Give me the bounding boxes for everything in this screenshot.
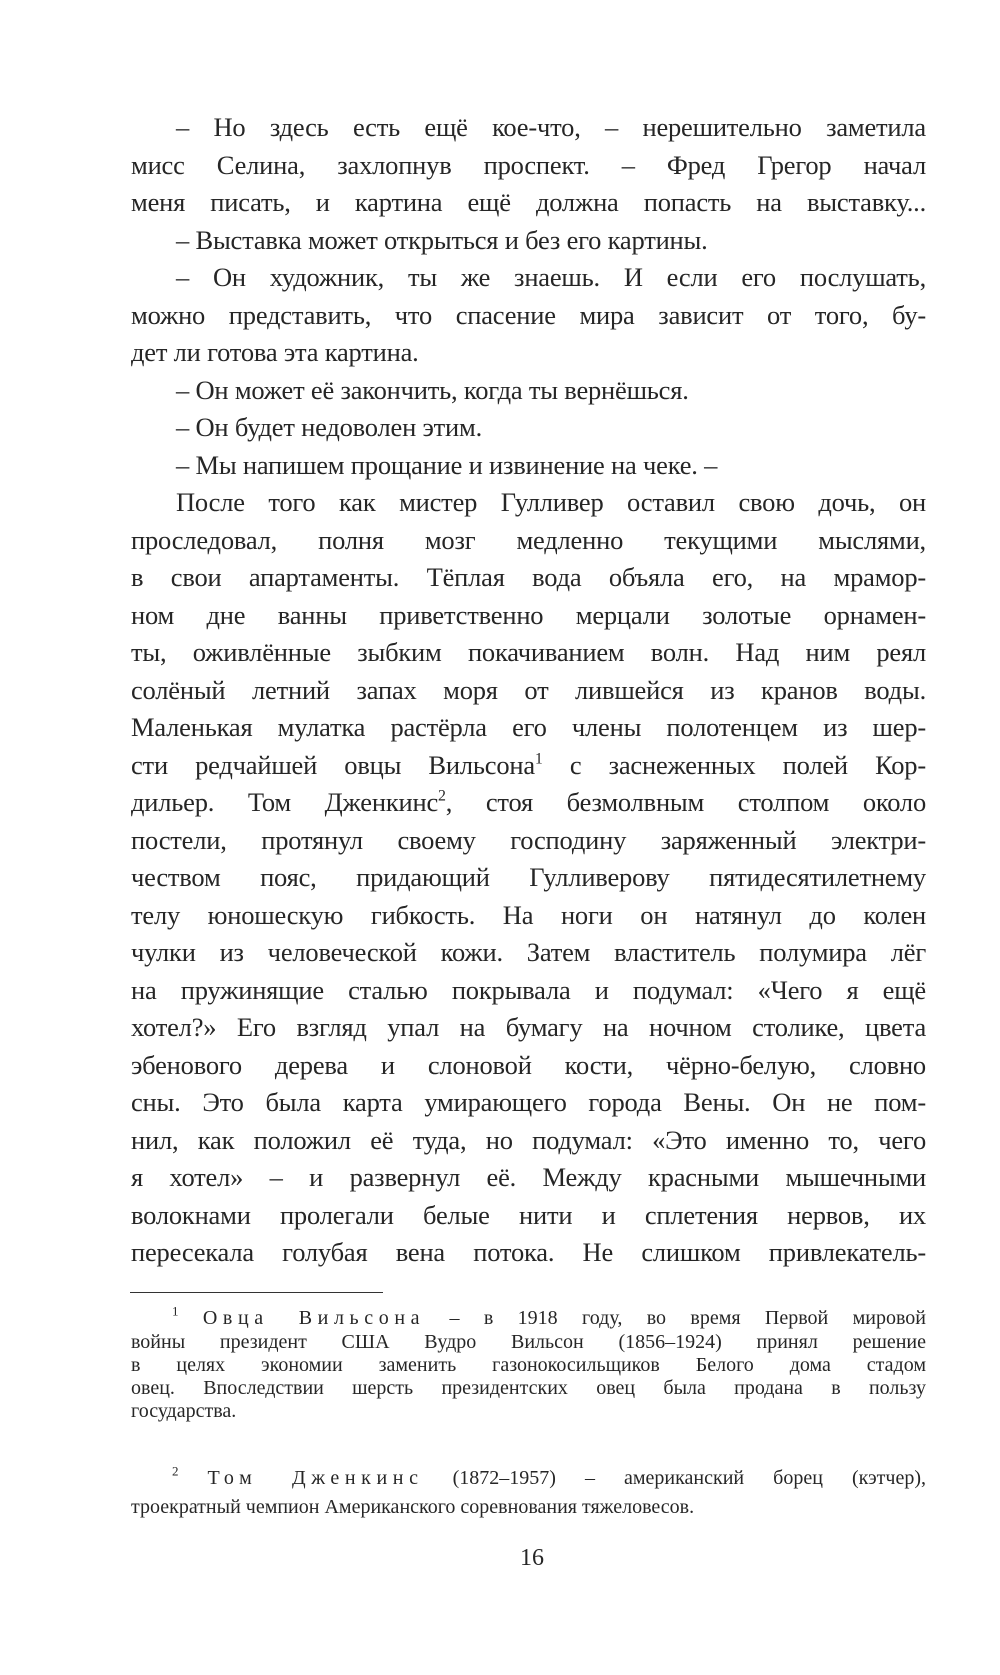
line-text: хотел?» Его взгляд упал на бумагу на ночном столике, цвета — [131, 1012, 926, 1042]
footnote-term: Овца Вильсона — [202, 1307, 426, 1329]
footnote-text: овец. Впоследствии шерсть президентских овец была продана в пользу — [131, 1377, 926, 1399]
line-text: , стоя безмолвным столпом около — [445, 787, 926, 817]
footnote-text: – в 1918 году, во время Первой мировой — [425, 1307, 927, 1329]
text-line — [176, 484, 926, 522]
text-line — [131, 972, 926, 1010]
line-text: чулки из человеческой кожи. Затем властитель полумира лёг — [131, 937, 926, 967]
text-line — [131, 147, 926, 185]
line-text: – Мы напишем прощание и извинение на чеке. – — [176, 449, 718, 480]
footnote-line — [131, 1353, 926, 1377]
text-line — [131, 1009, 926, 1047]
line-text: в свои апартаменты. Тёплая вода объяла его, на мрамор- — [131, 562, 926, 592]
line-text: постели, протянул своему господину заряженный электри- — [131, 824, 926, 855]
line-text: на пружинящие сталью покрывала и подумал: «Чего я ещё — [131, 974, 926, 1005]
line-text: – Он может её закончить, когда ты вернёшься. — [176, 374, 689, 405]
line-text: – Он художник, ты же знаешь. И если его послушать, — [176, 262, 926, 292]
line-text: солёный летний запах моря от лившейся из кранов воды. — [131, 674, 926, 705]
line-text: волокнами пролегали белые нити и сплетения нервов, их — [131, 1199, 926, 1230]
line-text: нил, как положил её туда, но подумал: «Это именно то, чего — [131, 1124, 926, 1155]
line-text: дет ли готова эта картина. — [131, 337, 419, 367]
text-line — [131, 822, 926, 860]
text-line — [131, 297, 926, 335]
footnote-term: Том Дженкинс — [207, 1467, 424, 1489]
line-text: эбенового дерева и слоновой кости, чёрно-белую, словно — [131, 1049, 926, 1080]
text-line — [131, 747, 926, 785]
line-text: сти редчайшей овцы Вильсона — [131, 749, 535, 780]
text-line — [176, 447, 926, 485]
text-line — [131, 1122, 926, 1160]
line-text: проследовал, полня мозг медленно текущими мыслями, — [131, 524, 926, 555]
text-line — [176, 109, 926, 147]
line-text: ном дне ванны приветственно мерцали золотые орнамен- — [131, 599, 926, 630]
text-line — [131, 709, 926, 747]
footnote-line — [131, 1399, 926, 1423]
text-line — [131, 1047, 926, 1085]
footnote-line — [131, 1376, 926, 1400]
footnote-2 — [172, 1463, 927, 1490]
text-line — [176, 409, 926, 447]
line-text: – Он будет недоволен этим. — [176, 412, 483, 442]
text-line — [131, 784, 926, 822]
text-line — [131, 934, 926, 972]
footnote-ref: 1 — [534, 750, 543, 768]
line-text: меня писать, и картина ещё должна попасть на выставку... — [131, 187, 926, 217]
line-text: После того как мистер Гулливер оставил свою дочь, он — [176, 487, 926, 517]
line-text: пересекала голубая вена потока. Не слишком привлекатель- — [131, 1237, 926, 1267]
footnote-number: 2 — [172, 1463, 179, 1479]
text-line — [131, 522, 926, 560]
text-line — [176, 222, 926, 260]
text-line — [131, 184, 926, 222]
line-text: дильер. Том Дженкинс — [131, 787, 439, 817]
line-text: мисс Селина, захлопнув проспект. – Фред Грегор начал — [131, 149, 926, 180]
line-text: можно представить, что спасение мира зависит от того, бу- — [131, 299, 926, 330]
line-text: – Выставка может открыться и без его картины. — [176, 224, 708, 255]
footnote-ref: 2 — [438, 787, 446, 805]
text-line — [131, 597, 926, 635]
text-line — [131, 897, 926, 935]
footnote-number: 1 — [172, 1303, 179, 1319]
line-text: сны. Это была карта умирающего города Вены. Он не пом- — [131, 1087, 926, 1117]
footnote-text: войны президент США Вудро Вильсон (1856–1924) принял решение — [131, 1331, 926, 1353]
page-number: 16 — [520, 1545, 544, 1571]
text-line — [131, 334, 926, 372]
line-text: чеством пояс, придающий Гулливерову пятидесятилетнему — [131, 862, 926, 892]
text-line — [131, 859, 926, 897]
line-text: с заснеженных полей Кор- — [542, 749, 926, 780]
line-text: телу юношескую гибкость. На ноги он натянул до колен — [131, 899, 926, 930]
text-line — [131, 1197, 926, 1235]
text-line — [176, 259, 926, 297]
footnote-line — [131, 1495, 926, 1519]
text-line — [131, 672, 926, 710]
footnote-1 — [172, 1303, 927, 1330]
text-line — [131, 1234, 926, 1272]
text-line — [131, 1084, 926, 1122]
footnote-text: троекратный чемпион Американского соревнования тяжеловесов. — [131, 1496, 695, 1518]
line-text: ты, оживлённые зыбким покачиванием волн. Над ним реял — [131, 637, 926, 667]
line-text: – Но здесь есть ещё кое-что, – нерешительно заметила — [176, 112, 926, 142]
text-line — [176, 372, 926, 410]
footnote-text: государства. — [131, 1400, 237, 1422]
text-line — [131, 1159, 926, 1197]
footnote-line — [131, 1330, 926, 1354]
line-text: Маленькая мулатка растёрла его члены полотенцем из шер- — [131, 712, 926, 742]
text-line — [131, 559, 926, 597]
line-text: я хотел» – и развернул её. Между красными мышечными — [131, 1162, 926, 1192]
footnote-text: в целях экономии заменить газонокосильщиков Белого дома стадом — [131, 1354, 926, 1376]
text-line — [131, 634, 926, 672]
footnote-text: (1872–1957) – американский борец (кэтчер), — [423, 1467, 927, 1489]
footnote-separator — [130, 1292, 383, 1293]
